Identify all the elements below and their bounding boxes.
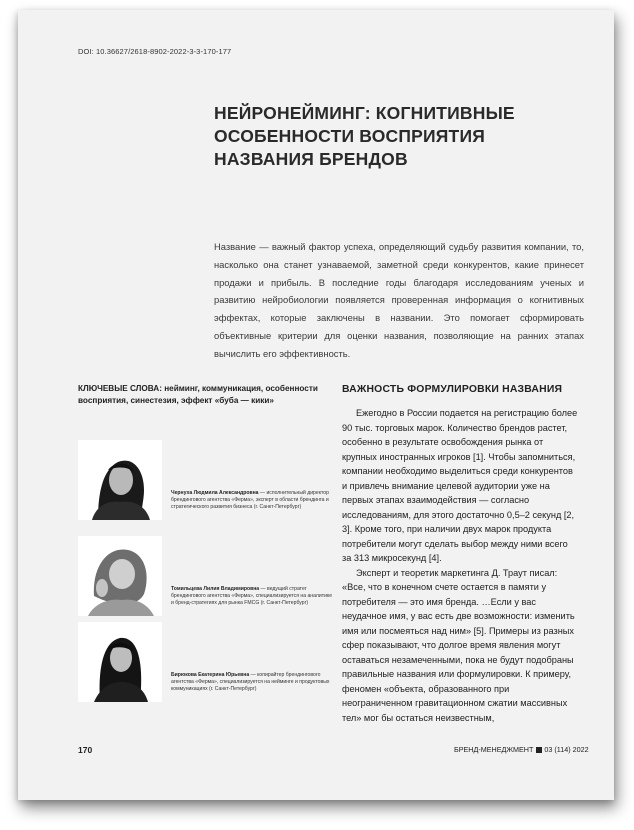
author-name: Бирюкова Екатерина Юрьевна bbox=[171, 672, 250, 678]
author-name: Чернуха Людмила Александровна bbox=[171, 490, 259, 496]
author-card bbox=[78, 622, 338, 702]
article-title: НЕЙРОНЕЙМИНГ: КОГНИТИВНЫЕ ОСОБЕННОСТИ ВОСПРИЯТИЯ НАЗВАНИЯ БРЕНДОВ bbox=[214, 103, 515, 169]
body-column bbox=[342, 406, 578, 725]
running-footer bbox=[454, 745, 589, 754]
author-card bbox=[78, 440, 338, 520]
author-card bbox=[78, 536, 338, 616]
doi-line: DOI: 10.36627/2618-8902-2022-3-3-170-177 bbox=[78, 47, 232, 56]
journal-page bbox=[18, 10, 614, 800]
issue-number: 03 (114) 2022 bbox=[544, 745, 589, 754]
author-photo bbox=[78, 622, 162, 702]
body-paragraph: Ежегодно в России подается на регистрацию более 90 тыс. торговых марок. Количество брендов растет, особенно в результате освобождения рынка от крупных иностранных игроков [1]. Чтобы запомниться, компании необходимо выделиться среди конкурентов и привлечь внимание целевой аудитории уже на первых этапах взаимодействия — согласно исследованиям, для этого достаточно 0,5–2 секунд [2, 3]. Кроме того, при наличии двух марок продукта потребители могут сделать выбор между ними всего за 313 микросекунд [4]. bbox=[342, 408, 578, 563]
section-heading: ВАЖНОСТЬ ФОРМУЛИРОВКИ НАЗВАНИЯ bbox=[342, 384, 563, 395]
author-bio: Чернуха Людмила Александровна — исполнительный директор брендингового агентства «Ферма», эксперт в области брендинга и стратегического развития бизнеса (г. Санкт-Петербург) bbox=[171, 490, 329, 510]
author-bio: Томильцева Лилия Владимировна — ведущий стратег брендингового агентства «Ферма», специализируется на аналитике и бренд-стратегиях для рынка FMCG (г. Санкт-Петербург) bbox=[171, 586, 333, 606]
author-name: Томильцева Лилия Владимировна bbox=[171, 586, 260, 592]
journal-name: БРЕНД-МЕНЕДЖМЕНТ bbox=[454, 745, 534, 754]
abstract: Название — важный фактор успеха, определяющий судьбу развития компании, то, насколько она станет узнаваемой, заметной среди конкурентов, какие принесет продажи и прибыль. В последние годы благодаря исследованиям ученых и развитию нейробиологии появляется проверенная информация о когнитивных эффектах, которые заключены в названии. Это помогает сформировать объективные критерии для оценки названия, позволяющие на ранних этапах вычислить его эффективность. bbox=[214, 241, 584, 359]
body-paragraph: Эксперт и теоретик маркетинга Д. Траут писал: «Все, что в конечном счете остается в памяти у потребителя — это имя бренда. …Если у вас неудачное имя, у вас есть две возможности: изменить имя или посмеяться над ним» [5]. Примеры из разных сфер показывают, что долгое время явления могут оставаться незамеченными, пока не будут подобраны правильные названия или формулировки. К примеру, феномен «объекта, образованного при неограниченном гравитационном сжатии массивных тел» мог бы остаться неизвестным, bbox=[342, 567, 575, 723]
author-photo bbox=[78, 536, 162, 616]
square-bullet-icon bbox=[536, 747, 542, 753]
page-number: 170 bbox=[78, 745, 93, 755]
author-photo bbox=[78, 440, 162, 520]
author-bio: Бирюкова Екатерина Юрьевна — копирайтер брендингового агентства «Ферма», специализируется на нейминге и продуктовых коммуникациях (г. Санкт-Петербург) bbox=[171, 672, 330, 692]
keywords: КЛЮЧЕВЫЕ СЛОВА: нейминг, коммуникация, особенности восприятия, синестезия, эффект «буба — кики» bbox=[78, 384, 318, 405]
